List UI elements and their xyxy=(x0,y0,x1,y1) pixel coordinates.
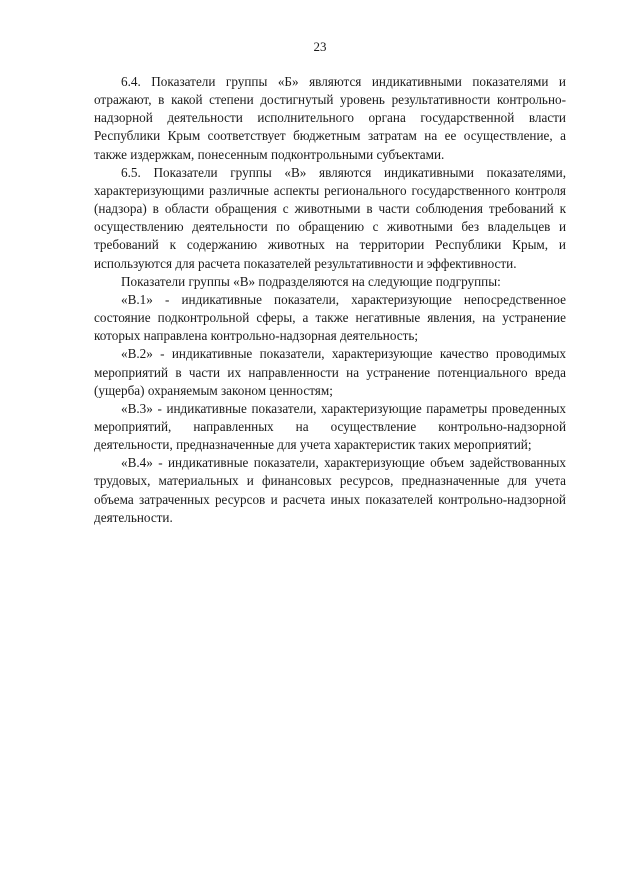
paragraph-v4: «В.4» - индикативные показатели, характеризующие объем задействованных трудовых, материальных и финансовых ресурсов, предназначенные для учета объема затраченных ресурсов и расчета иных показателей контрольно-надзорной деятельности. xyxy=(94,455,566,525)
page-number: 23 xyxy=(313,39,327,54)
paragraph-subgroups-intro: Показатели группы «В» подразделяются на следующие подгруппы: xyxy=(121,273,501,289)
document-body xyxy=(94,73,566,527)
paragraph-6-5: 6.5. Показатели группы «В» являются индикативными показателями, характеризующими различные аспекты регионального государственного контроля (надзора) в области обращения с животными в части соблюдения требований к осуществлению деятельности по обращению с животными без владельцев и требований к содержанию животных на территории Республики Крым, и используются для расчета показателей результативности и эффективности. xyxy=(94,164,566,271)
paragraph-v1: «В.1» - индикативные показатели, характеризующие непосредственное состояние подконтрольной сферы, а также негативные явления, на устранение которых направлена контрольно-надзорная деятельность; xyxy=(94,291,566,344)
paragraph-v2: «В.2» - индикативные показатели, характеризующие качество проводимых мероприятий в части их направленности на устранение потенциального вреда (ущерба) охраняемым законом ценностям; xyxy=(94,346,566,398)
paragraph-6-4: 6.4. Показатели группы «Б» являются индикативными показателями и отражают, в какой степени достигнутый уровень результативности контрольно-надзорной деятельности исполнительного органа государственной власти Республики Крым соответствует бюджетным затратам на ее осуществление, а также издержкам, понесенным подконтрольными субъектами. xyxy=(94,74,566,162)
paragraph-v3: «В.3» - индикативные показатели, характеризующие параметры проведенных мероприятий, направленных на осуществление контрольно-надзорной деятельности, предназначенные для учета характеристик таких мероприятий; xyxy=(94,400,566,453)
